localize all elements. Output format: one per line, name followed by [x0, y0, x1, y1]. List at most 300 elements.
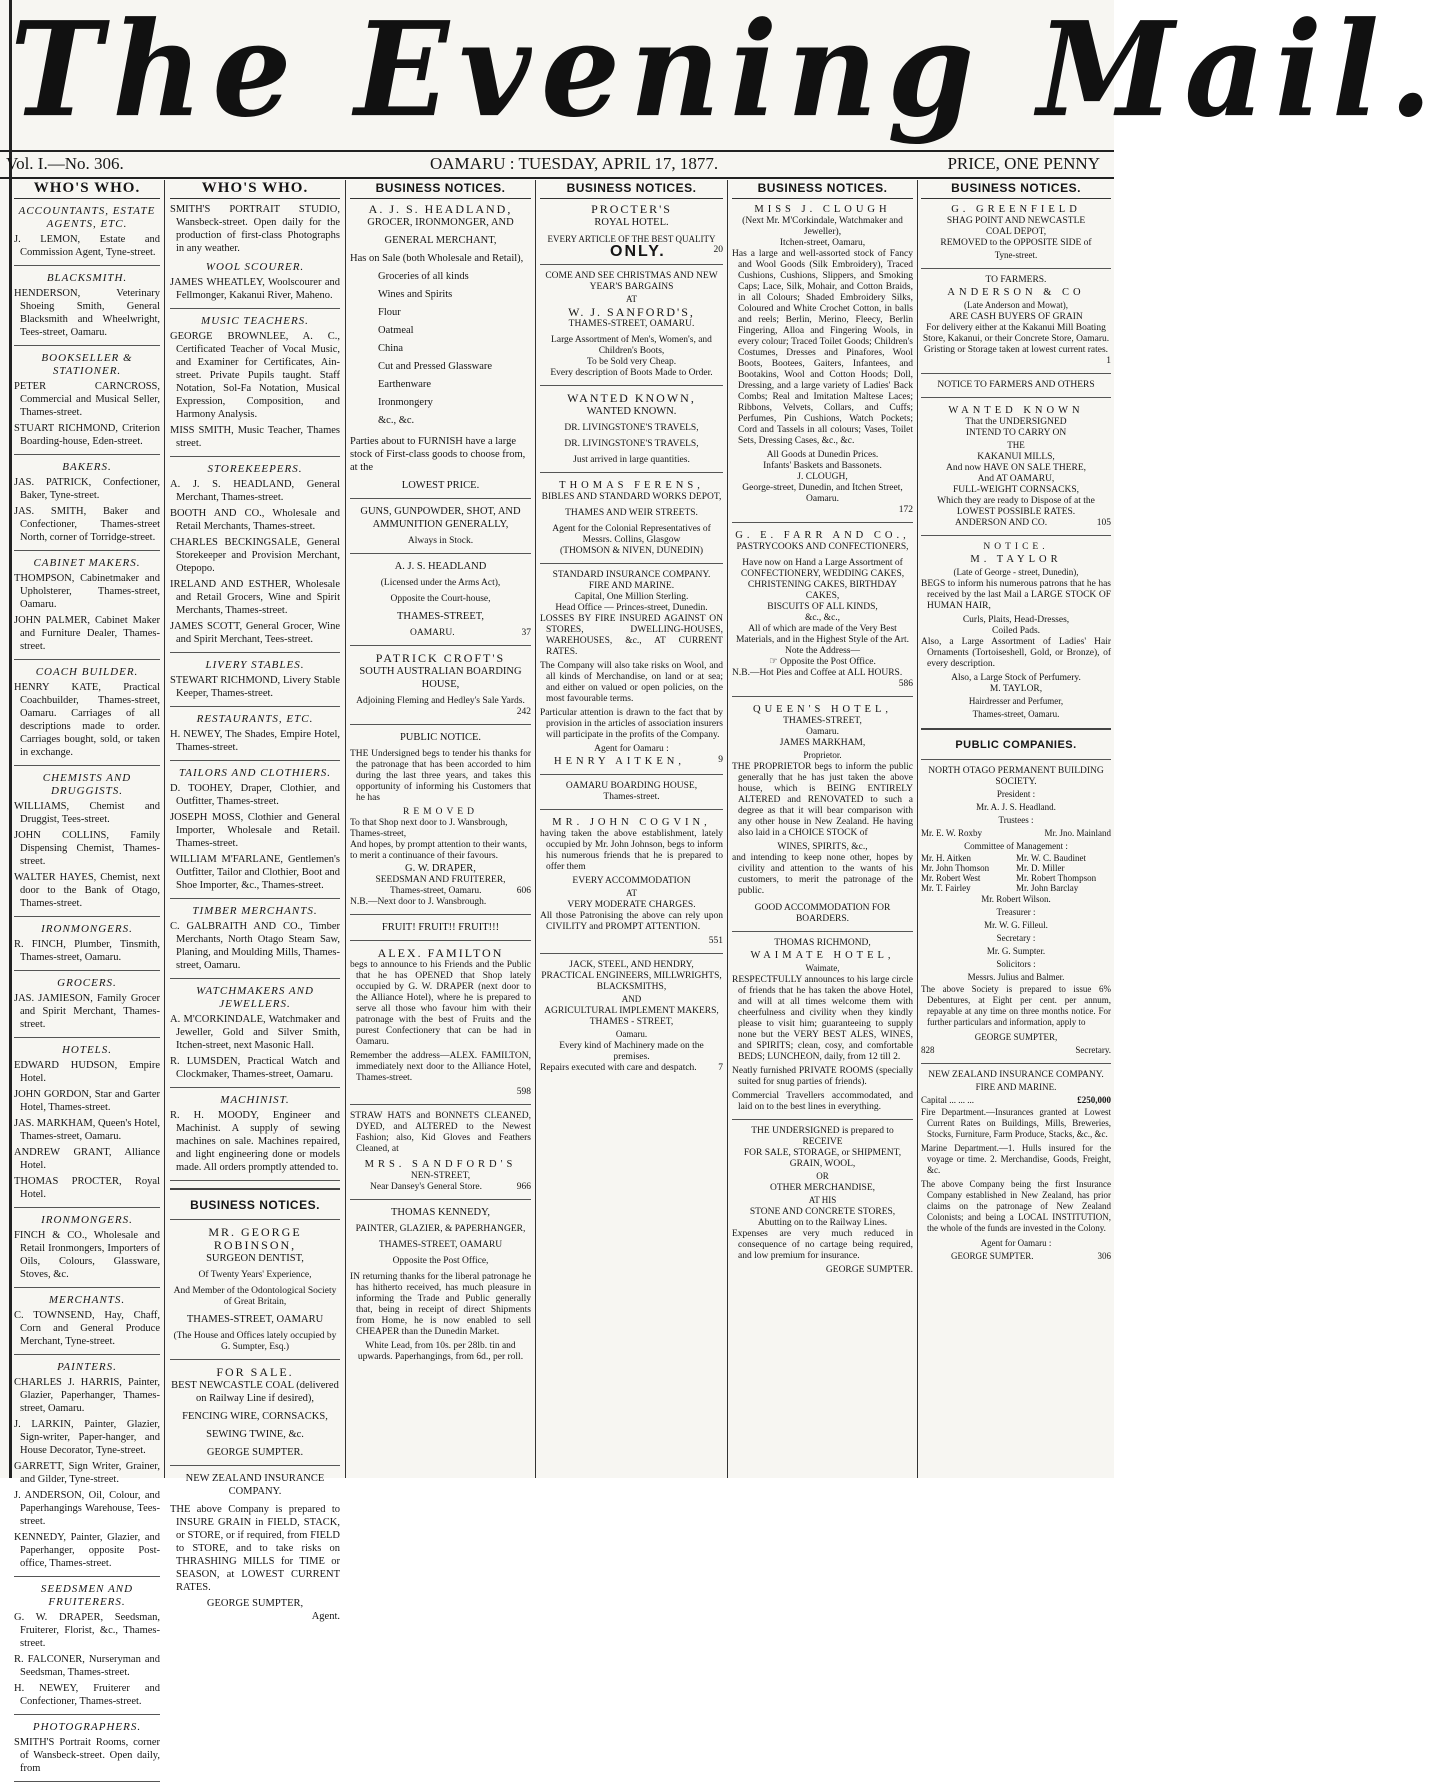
divider — [350, 1104, 531, 1105]
directory-entry: JAS. SMITH, Baker and Confectioner, Thames-street North, corner of Torridge-street. — [14, 506, 160, 543]
advert-line: NEN-STREET, — [410, 1171, 471, 1181]
advert-title: PUBLIC NOTICE. — [399, 732, 482, 743]
advert-familton — [350, 947, 531, 1098]
place-date: OAMARU : TUESDAY, APRIL 17, 1877. — [430, 154, 719, 173]
advert-line: Large Assortment of Men's, Women's, and Children's Boots, — [551, 335, 712, 356]
advert-line: FULL-WEIGHT CORNSACKS, — [953, 485, 1079, 495]
advert-line: Secretary. — [1075, 1045, 1111, 1055]
advert-title: MR. GEORGE ROBINSON, — [208, 1225, 302, 1252]
advert-line: AND — [621, 994, 642, 1004]
advert-greenfield — [921, 203, 1111, 262]
directory-entry: R. H. MOODY, Engineer and Machinist. A supply of sewing machines on sale. Machines repaired, and light engineering done or models made. All orders promptly attended to. — [170, 1110, 340, 1173]
column-6 — [921, 180, 1111, 1478]
column-3 — [350, 180, 531, 1478]
divider — [921, 397, 1111, 398]
advert-body: THE PROPRIETOR begs to inform the public generally that he has just taken the above house, which is BEING ENTIRELY ALTERED and RENOVATED to such a degree as that it will bear comparison with any other house in New Zealand. He having also laid in a CHOICE STOCK of — [732, 762, 913, 838]
advert-line: FIRE AND MARINE. — [975, 1082, 1057, 1092]
directory-entry: SMITH'S Portrait Rooms, corner of Wansbeck-street. Open daily, from — [14, 1737, 160, 1774]
advert-line: And Member of the Odontological Society of Great Britain, — [173, 1286, 337, 1307]
advert-line: Capital ... ... ... — [921, 1095, 974, 1105]
divider — [14, 1576, 160, 1577]
advert-title: MR. JOHN COGVIN, — [552, 817, 711, 828]
advert-line: LOWEST POSSIBLE RATES. — [956, 507, 1076, 517]
advert-jack-steel-hendry — [540, 960, 723, 1074]
divider — [350, 645, 531, 646]
advert-body: Expenses are very much reduced in consequence of no cartage being required, and low premium for insurance. — [732, 1229, 913, 1261]
advert-building-society — [921, 766, 1111, 1057]
directory-entry: WILLIAMS, Chemist and Druggist, Tees-street. — [14, 801, 160, 825]
advert-line: Agent for Oamaru : — [594, 744, 669, 754]
directory-entry: R. LUMSDEN, Practical Watch and Clockmaker, Thames-street, Oamaru. — [170, 1056, 340, 1080]
directory-entry: HENRY KATE, Practical Coachbuilder, Thames-street, Oamaru. Carriages of all descriptions made to order. Carriages bought, sold, or taken in exchange. — [14, 682, 160, 758]
advert-line: DR. LIVINGSTONE'S TRAVELS, — [564, 423, 699, 433]
advert-line: All of which are made of the Very Best Materials, and in the Highest Style of the Art. — [735, 624, 910, 645]
committee-member: Mr. D. Miller — [1016, 863, 1065, 873]
divider — [732, 931, 913, 932]
advert-line: SHAG POINT AND NEWCASTLE — [946, 216, 1086, 226]
advert-title: NEW ZEALAND INSURANCE COMPANY. — [928, 1070, 1104, 1080]
advert-body: LOSSES BY FIRE INSURED AGAINST ON STORES, DWELLING-HOUSES, WAREHOUSES, &c., AT CURRENT RATES. — [540, 614, 723, 657]
advert-line: VERY MODERATE CHARGES. — [567, 900, 696, 910]
directory-entry: J. ANDERSON, Oil, Colour, and Paperhangings Warehouse, Tees-street. — [14, 1490, 160, 1527]
advert-title: G. GREENFIELD — [951, 204, 1081, 215]
advert-body: STRAW HATS and BONNETS CLEANED, DYED, and ALTERED to the Newest Fashion; also, Kid Gloves and Feathers Cleaned, at — [350, 1111, 531, 1154]
advert-line: COAL DEPOT, — [985, 227, 1047, 237]
advert-nz-insurance-company — [921, 1070, 1111, 1263]
directory-entry: MISS SMITH, Music Teacher, Thames street. — [170, 425, 340, 449]
directory-category: ACCOUNTANTS, ESTATE AGENTS, ETC. — [18, 205, 156, 230]
divider — [350, 1199, 531, 1200]
advert-line: AT — [626, 294, 637, 304]
divider — [350, 498, 531, 499]
advert-line: PAINTER, GLAZIER, & PAPERHANGER, — [355, 1224, 526, 1234]
advert-boarding-house — [540, 781, 723, 803]
directory-category: SEEDSMEN AND FRUITERERS. — [40, 1583, 134, 1608]
divider — [921, 268, 1111, 269]
divider — [540, 264, 723, 265]
advert-taylor — [921, 542, 1111, 721]
directory-entry: STEWART RICHMOND, Livery Stable Keeper, Thames-street. — [170, 675, 340, 699]
column-5 — [732, 180, 913, 1478]
advert-number: 7 — [718, 1063, 723, 1073]
advert-crofts — [350, 652, 531, 718]
advert-line: Thames-street, Oamaru. — [972, 709, 1060, 719]
directory-category: MACHINIST. — [220, 1094, 290, 1106]
divider — [14, 1207, 160, 1208]
advert-line: BEST NEWCASTLE COAL (delivered on Railway Line if desired), — [171, 1380, 339, 1404]
advert-nz-insurance — [170, 1472, 340, 1623]
directory-entry: THOMAS PROCTER, Royal Hotel. — [14, 1176, 160, 1200]
advert-body: THE above Company is prepared to INSURE GRAIN in FIELD, STACK, or STORE, or if required, from FIELD to STORE, and to take risks on THRASHING MILLS for TIME or SEASON, at LOWEST CURRENT RATES. — [170, 1504, 340, 1593]
advert-body: having taken the above establishment, lately occupied by Mr. John Johnson, begs to inform his numerous friends that he is prepared to offer them — [540, 829, 723, 872]
advert-line: BIBLES AND STANDARD WORKS DEPOT, — [541, 492, 722, 502]
advert-line: FOR SALE, STORAGE, or SHIPMENT, — [743, 1148, 902, 1158]
advert-number: 966 — [516, 1182, 531, 1192]
goods-item: Earthenware — [378, 379, 432, 390]
advert-line: WINES, SPIRITS, &c., — [777, 842, 868, 852]
advert-clough — [732, 203, 913, 516]
advert-line: Oamaru. — [615, 1029, 648, 1039]
divider — [170, 978, 340, 979]
advert-line: AT HIS — [808, 1195, 837, 1205]
advert-robinson — [170, 1226, 340, 1353]
advert-line: And AT OAMARU, — [977, 474, 1055, 484]
directory-entry: J. LARKIN, Painter, Glazier, Sign-writer, Paper-hanger, and House Decorator, Tyne-street. — [14, 1419, 160, 1456]
advert-line: Which they are ready to Dispose of at the — [937, 496, 1095, 506]
directory-category: GROCERS. — [57, 977, 117, 989]
advert-line: THOMAS RICHMOND, — [774, 938, 871, 948]
advert-line: EVERY ARTICLE OF THE BEST QUALITY — [547, 234, 716, 244]
advert-line: LOWEST PRICE. — [401, 480, 480, 491]
directory-category: RESTAURANTS, ETC. — [196, 713, 314, 725]
advert-line: Proprietor. — [803, 750, 842, 760]
divider — [14, 916, 160, 917]
divider — [170, 1087, 340, 1088]
pointing-hand-icon: ☞ — [769, 657, 781, 667]
directory-entry: IRELAND AND ESTHER, Wholesale and Retail Grocers, Wine and Spirit Merchants, Thames-street. — [170, 579, 340, 616]
advert-number: 598 — [516, 1087, 531, 1097]
advert-line: To be Sold very Cheap. — [586, 357, 677, 367]
advert-headland — [350, 203, 531, 639]
advert-procter — [540, 203, 723, 258]
directory-entry: H. NEWEY, Fruiterer and Confectioner, Thames-street. — [14, 1683, 160, 1707]
advert-line: (Late Anderson and Mowat), — [964, 300, 1068, 310]
directory-entry: BOOTH AND CO., Wholesale and Retail Merchants, Thames-street. — [170, 508, 340, 532]
divider — [540, 385, 723, 386]
goods-item: Groceries of all kinds — [378, 271, 469, 282]
advert-sanford — [540, 271, 723, 379]
advert-body: Parties about to FURNISH have a large stock of First-class goods to choose from, at the — [350, 436, 526, 473]
directory-entry: GEORGE BROWNLEE, A. C., Certificated Teacher of Vocal Music, and Examiner for Certificates, Ain-street. Private Pupils taught. Staff Notation, Sol-Fa Notation, Musical Expression, Composition, and Harmony Analysis. — [170, 331, 340, 420]
column-2 — [170, 180, 340, 1622]
directory-entry: JOSEPH MOSS, Clothier and General Importer, Wholesale and Retail. Thames-street. — [170, 812, 340, 849]
committee-member: Mr. John Barclay — [1016, 883, 1079, 893]
goods-item: Oatmeal — [378, 325, 414, 336]
advert-line: Opposite the Post Office, — [392, 1256, 489, 1266]
directory-entry: JOHN PALMER, Cabinet Maker and Furniture Dealer, Thames-street. — [14, 615, 160, 652]
divider — [170, 1188, 340, 1190]
advert-line: SEWING TWINE, &c. — [206, 1429, 304, 1440]
goods-item: Flour — [378, 307, 401, 318]
advert-line: President : — [996, 789, 1036, 799]
directory-entry: HENDERSON, Veterinary Shoeing Smith, General Blacksmith and Wheelwright, Tees-street, Oamaru. — [14, 288, 160, 338]
directory-entry: EDWARD HUDSON, Empire Hotel. — [14, 1060, 160, 1084]
directory-category: BLACKSMITH. — [46, 272, 128, 284]
advert-line: Mr. Robert Wilson. — [981, 894, 1051, 904]
directory-entry: PETER CARNCROSS, Commercial and Musical Seller, Thames-street. — [14, 381, 160, 418]
advert-signature: A. J. S. HEADLAND — [394, 561, 487, 572]
directory-category: TIMBER MERCHANTS. — [192, 905, 318, 917]
advert-line: Of Twenty Years' Experience, — [198, 1270, 312, 1280]
advert-body: And hopes, by prompt attention to their wants, to merit a continuance of their favours. — [350, 840, 528, 861]
directory-entry: A. M'CORKINDALE, Watchmaker and Jeweller, Gold and Silver Smith, Itchen-street, next Masonic Hall. — [170, 1014, 340, 1051]
directory-entry: JAS. PATRICK, Confectioner, Baker, Tyne-street. — [14, 477, 160, 501]
directory-entry: H. NEWEY, The Shades, Empire Hotel, Thames-street. — [170, 729, 340, 753]
advert-title: THOMAS KENNEDY, — [391, 1207, 490, 1218]
advert-line: Tyne-street. — [994, 250, 1038, 260]
directory-category: BAKERS. — [62, 461, 112, 473]
directory-entry: SMITH'S PORTRAIT STUDIO, Wansbeck-street. Open daily for the production of first-class Photographs in any weather. — [170, 204, 340, 254]
advert-notice-to-farmers — [921, 380, 1111, 529]
committee-member: Mr. H. Aitken — [921, 853, 972, 863]
directory-category: CHEMISTS AND DRUGGISTS. — [42, 772, 132, 797]
advert-line: PRACTICAL ENGINEERS, MILLWRIGHTS, BLACKSMITHS, — [541, 971, 722, 992]
advert-receive-goods — [732, 1126, 913, 1276]
advert-title: M. TAYLOR — [970, 554, 1062, 565]
advert-line: THAMES-STREET, OAMARU — [186, 1314, 324, 1325]
advert-line: Thames-street, Oamaru. — [390, 886, 482, 896]
goods-item: China — [378, 343, 404, 354]
goods-item: Wines and Spirits — [378, 289, 453, 300]
advert-line: (Late of George - street, Dunedin), — [953, 567, 1079, 577]
advert-line: Has on Sale (both Wholesale and Retail), — [350, 253, 524, 264]
advert-title: JACK, STEEL, AND HENDRY, — [569, 960, 694, 970]
advert-line: Also, a Large Stock of Perfumery. — [951, 673, 1081, 683]
dateline-rule — [0, 177, 1114, 179]
advert-line: Hairdresser and Perfumer, — [968, 696, 1064, 706]
advert-line: Opposite the Post Office. — [780, 657, 876, 667]
advert-line: COME AND SEE CHRISTMAS AND NEW YEAR'S BARGAINS — [545, 271, 718, 292]
advert-line: REMOVED — [403, 807, 478, 817]
directory-entry: R. FALCONER, Nurseryman and Seedsman, Thames-street. — [14, 1654, 160, 1678]
directory-category: TAILORS AND CLOTHIERS. — [178, 767, 332, 779]
advert-title: NEW ZEALAND INSURANCE COMPANY. — [185, 1473, 325, 1497]
advert-line: For delivery either at the Kakanui Mill Boating Store, Kakanui, or their Concrete Store, Oamaru. — [922, 323, 1110, 344]
advert-line: WANTED KNOWN — [948, 405, 1084, 416]
advert-line: (THOMSON & NIVEN, DUNEDIN) — [559, 546, 703, 556]
advert-title: NORTH OTAGO PERMANENT BUILDING SOCIETY. — [928, 766, 1104, 787]
divider — [170, 1465, 340, 1466]
advert-signature: GEORGE SUMPTER, — [206, 1598, 304, 1609]
directory-entry: R. FINCH, Plumber, Tinsmith, Thames-street, Oamaru. — [14, 939, 160, 963]
advert-body: Fire Department.—Insurances granted at Lowest Current Rates on Buildings, Mills, Breweries, Stocks, Furniture, Farm Produce, Stacks, &c., &c. — [921, 1107, 1111, 1139]
committee-member: Mr. Robert West — [921, 873, 981, 883]
advert-line: All Goods at Dunedin Prices. — [766, 450, 879, 460]
directory-entry: CHARLES BECKINGSALE, General Storekeeper and Provision Merchant, Otepopo. — [170, 537, 340, 574]
column-rule — [345, 180, 346, 1478]
directory-category: LIVERY STABLES. — [205, 659, 305, 671]
divider — [170, 1180, 340, 1181]
advert-line: Capital, One Million Sterling. — [574, 592, 689, 602]
advert-title: PROCTER'S — [591, 202, 672, 216]
advert-line: Waimate, — [805, 963, 840, 973]
advert-line: Coiled Pads. — [991, 626, 1041, 636]
directory-sections — [170, 261, 340, 1181]
advert-line: Thames-street. — [603, 792, 660, 802]
advert-number: 828 — [921, 1045, 935, 1055]
directory-category: IRONMONGERS. — [41, 1214, 133, 1226]
section-heading: BUSINESS NOTICES. — [190, 1198, 320, 1212]
column-heading: BUSINESS NOTICES. — [921, 180, 1111, 199]
divider — [540, 774, 723, 775]
divider — [170, 1219, 340, 1220]
divider — [170, 1359, 340, 1360]
advert-title: THOMAS FERENS, — [559, 480, 704, 491]
divider — [921, 535, 1111, 536]
advert-line: JAMES MARKHAM, — [779, 738, 866, 748]
dateline — [0, 152, 1114, 176]
advert-signature: ANDERSON AND CO. — [955, 518, 1048, 528]
directory-entry: G. W. DRAPER, Seedsman, Fruiterer, Florist, &c., Thames-street. — [14, 1612, 160, 1649]
advert-line: Just arrived in large quantities. — [573, 455, 690, 465]
advert-line: &c., &c., — [804, 613, 841, 623]
advert-title: ALEX. FAMILTON — [377, 946, 504, 960]
committee-member: Mr. John Thomson — [921, 863, 990, 873]
advert-line: SURGEON DENTIST, — [206, 1253, 304, 1264]
advert-line: OAMARU. — [410, 628, 455, 638]
advert-line: OTHER MERCHANDISE, — [769, 1183, 876, 1193]
advert-line: Agent for the Colonial Representatives of Messrs. Collins, Glasgow — [552, 524, 711, 545]
advert-line: And now HAVE ON SALE THERE, — [945, 463, 1087, 473]
advert-title: WAIMATE HOTEL, — [750, 950, 895, 961]
goods-item: Ironmongery — [378, 397, 433, 408]
goods-item: &c., &c. — [378, 415, 415, 426]
divider — [14, 659, 160, 660]
directory-entry: C. TOWNSEND, Hay, Chaff, Corn and General Produce Merchant, Tyne-street. — [14, 1310, 160, 1347]
advert-line: Mr. Jno. Mainland — [1044, 828, 1111, 838]
advert-title: WANTED KNOWN, — [567, 391, 696, 405]
directory-category: MUSIC TEACHERS. — [201, 315, 309, 327]
advert-line: Near Dansey's General Store. — [370, 1182, 482, 1192]
advert-body: IN returning thanks for the liberal patronage he has hitherto received, has much pleasure in informing the Trade and Public generally that, being in receipt of direct Shipments from Home, he is now enabled to sell CHEAPER than the Dunedin Market. — [350, 1272, 531, 1337]
divider — [14, 970, 160, 971]
directory-category: PHOTOGRAPHERS. — [32, 1721, 142, 1733]
divider — [170, 706, 340, 707]
advert-line: Repairs executed with care and despatch. — [540, 1063, 697, 1073]
advert-line: THAMES-STREET, — [396, 611, 484, 622]
advert-line: Head Office — Princes-street, Dunedin. — [555, 603, 708, 613]
directory-category: WOOL SCOURER. — [205, 261, 305, 273]
advert-signature: GEORGE SUMPTER, — [974, 1032, 1058, 1042]
directory-category: MERCHANTS. — [48, 1294, 126, 1306]
advert-kennedy — [350, 1206, 531, 1363]
newspaper-title: The Evening Mail. — [10, 0, 1442, 147]
advert-line: White Lead, from 10s. per 28lb. tin and upwards. Paperhangings, from 6d., per roll. — [357, 1341, 524, 1362]
advert-title: OAMARU BOARDING HOUSE, — [565, 781, 698, 791]
directory-category: IRONMONGERS. — [41, 923, 133, 935]
directory-entry: KENNEDY, Painter, Glazier, and Paperhanger, opposite Post-office, Thames-street. — [14, 1532, 160, 1569]
divider — [732, 696, 913, 697]
advert-number: 242 — [516, 707, 531, 717]
advert-line: Trustees : — [998, 815, 1034, 825]
fruit-heading: FRUIT! FRUIT!! FRUIT!!! — [381, 922, 500, 933]
advert-number: 606 — [516, 886, 531, 896]
advert-for-sale — [170, 1366, 340, 1459]
advert-line: Abutting on to the Railway Lines. — [757, 1218, 888, 1228]
directory-entry: ANDREW GRANT, Alliance Hotel. — [14, 1147, 160, 1171]
advert-line: SOUTH AUSTRALIAN BOARDING HOUSE, — [359, 666, 522, 690]
directory-entry: JAMES WHEATLEY, Woolscourer and Fellmonger, Kakanui River, Maheno. — [170, 277, 340, 301]
directory-category: COACH BUILDER. — [35, 666, 139, 678]
advert-body: The Company will also take risks on Wool, and all kinds of Merchandise, on land or at sea; and either on valued or open policies, on the most favourable terms. — [540, 661, 723, 704]
advert-sandford — [350, 1111, 531, 1193]
column-1 — [14, 180, 160, 1774]
directory-entry: JOHN GORDON, Star and Garter Hotel, Thames-street. — [14, 1089, 160, 1113]
advert-line: Mr. G. Sumpter. — [986, 946, 1046, 956]
divider — [350, 553, 531, 554]
advert-title: ANDERSON & CO — [947, 287, 1085, 298]
divider — [14, 454, 160, 455]
divider — [350, 914, 531, 915]
advert-line: WANTED KNOWN. — [586, 406, 677, 417]
directory-sections — [14, 205, 160, 1782]
advert-title: STANDARD INSURANCE COMPANY. — [552, 570, 711, 580]
advert-title: MISS J. CLOUGH — [754, 204, 891, 215]
advert-number: 306 — [1097, 1251, 1111, 1261]
advert-line: That the UNDERSIGNED — [965, 417, 1067, 427]
divider — [921, 1063, 1111, 1064]
advert-line: Every description of Boots Made to Order. — [550, 368, 713, 378]
advert-number: 551 — [708, 936, 723, 946]
advert-line: Always in Stock. — [407, 536, 474, 546]
divider — [350, 724, 531, 725]
divider — [14, 1714, 160, 1715]
directory-category: WATCHMAKERS AND JEWELLERS. — [196, 985, 314, 1010]
advert-line: George-street, Dunedin, and Itchen Street, Oamaru. — [742, 483, 903, 504]
advert-line: Treasurer : — [996, 907, 1036, 917]
advert-line: GEORGE SUMPTER. — [206, 1447, 304, 1458]
advert-title: A. J. S. HEADLAND, — [368, 202, 513, 216]
advert-line: (Licensed under the Arms Act), — [380, 578, 501, 588]
advert-farr — [732, 529, 913, 690]
divider — [732, 1119, 913, 1120]
column-rule — [917, 180, 918, 1478]
advert-body: Also, a Large Assortment of Ladies' Hair Ornaments (Tortoiseshell, Gold, or Bronze), of every description. — [921, 637, 1111, 669]
advert-line: Mr. A. J. S. Headland. — [976, 802, 1056, 812]
divider — [921, 759, 1111, 760]
advert-body: All those Patronising the above can rely upon CIVILITY and PROMPT ATTENTION. — [540, 911, 723, 932]
advert-line: THAMES-STREET, — [783, 716, 862, 726]
capital-amount: £250,000 — [1077, 1095, 1111, 1105]
advert-title: PATRICK CROFT'S — [375, 651, 506, 665]
advert-line: ARE CASH BUYERS OF GRAIN — [949, 312, 1083, 322]
advert-signature: J. CLOUGH, — [797, 472, 848, 482]
advert-body: Neatly furnished PRIVATE ROOMS (specially suited for snug parties of friends). — [732, 1066, 913, 1087]
advert-signature: GEORGE SUMPTER. — [951, 1251, 1034, 1261]
advert-line: THAMES-STREET, OAMARU. — [568, 319, 695, 329]
advert-body: The above Society is prepared to issue 6% Debentures, at Eight per cent. per annum, repayable at any time on three months notice. For further particulars and information, apply to — [921, 984, 1111, 1027]
advert-line: Infants' Baskets and Bassonets. — [763, 461, 882, 471]
advert-body: Marine Department.—1. Hulls insured for the voyage or time. 2. Merchandise, Goods, Freight, &c. — [921, 1143, 1111, 1175]
advert-number: 172 — [898, 505, 913, 515]
advert-title: MRS. SANDFORD'S — [364, 1159, 517, 1170]
advert-line: EVERY ACCOMMODATION — [572, 876, 691, 886]
directory-entry: GARRETT, Sign Writer, Grainer, and Gilder, Tyne-street. — [14, 1461, 160, 1485]
directory-category: STOREKEEPERS. — [207, 463, 303, 475]
advert-line: GENERAL MERCHANT, — [384, 235, 497, 246]
advert-line: OR — [816, 1171, 829, 1181]
directory-entry: WILLIAM M'FARLANE, Gentlemen's Outfitter, Tailor and Clothier, Boot and Shoe Importer, &c., Thames-street. — [170, 854, 340, 891]
column-heading: WHO'S WHO. — [14, 180, 160, 199]
advert-line: N.B.—Hot Pies and Coffee at ALL HOURS. — [732, 668, 903, 678]
advert-title: QUEEN'S HOTEL, — [753, 704, 892, 715]
divider — [540, 809, 723, 810]
advert-line: DR. LIVINGSTONE'S TRAVELS, — [564, 439, 699, 449]
advert-line: Have now on Hand a Large Assortment of — [742, 558, 903, 568]
advert-line: GROCER, IRONMONGER, AND — [367, 217, 514, 228]
divider — [732, 522, 913, 523]
advert-line: Committee of Management : — [964, 841, 1068, 851]
column-rule — [535, 180, 536, 1478]
column-4 — [540, 180, 723, 1478]
advert-title: NOTICE TO FARMERS AND OTHERS — [937, 380, 1095, 390]
directory-entry: WALTER HAYES, Chemist, next door to the Bank of Otago, Thames-street. — [14, 872, 160, 909]
goods-list — [350, 270, 531, 427]
advert-to-farmers — [921, 275, 1111, 367]
committee-list — [921, 853, 1111, 893]
advert-number: 20 — [713, 245, 723, 255]
committee-member: Mr. T. Fairley — [921, 883, 971, 893]
